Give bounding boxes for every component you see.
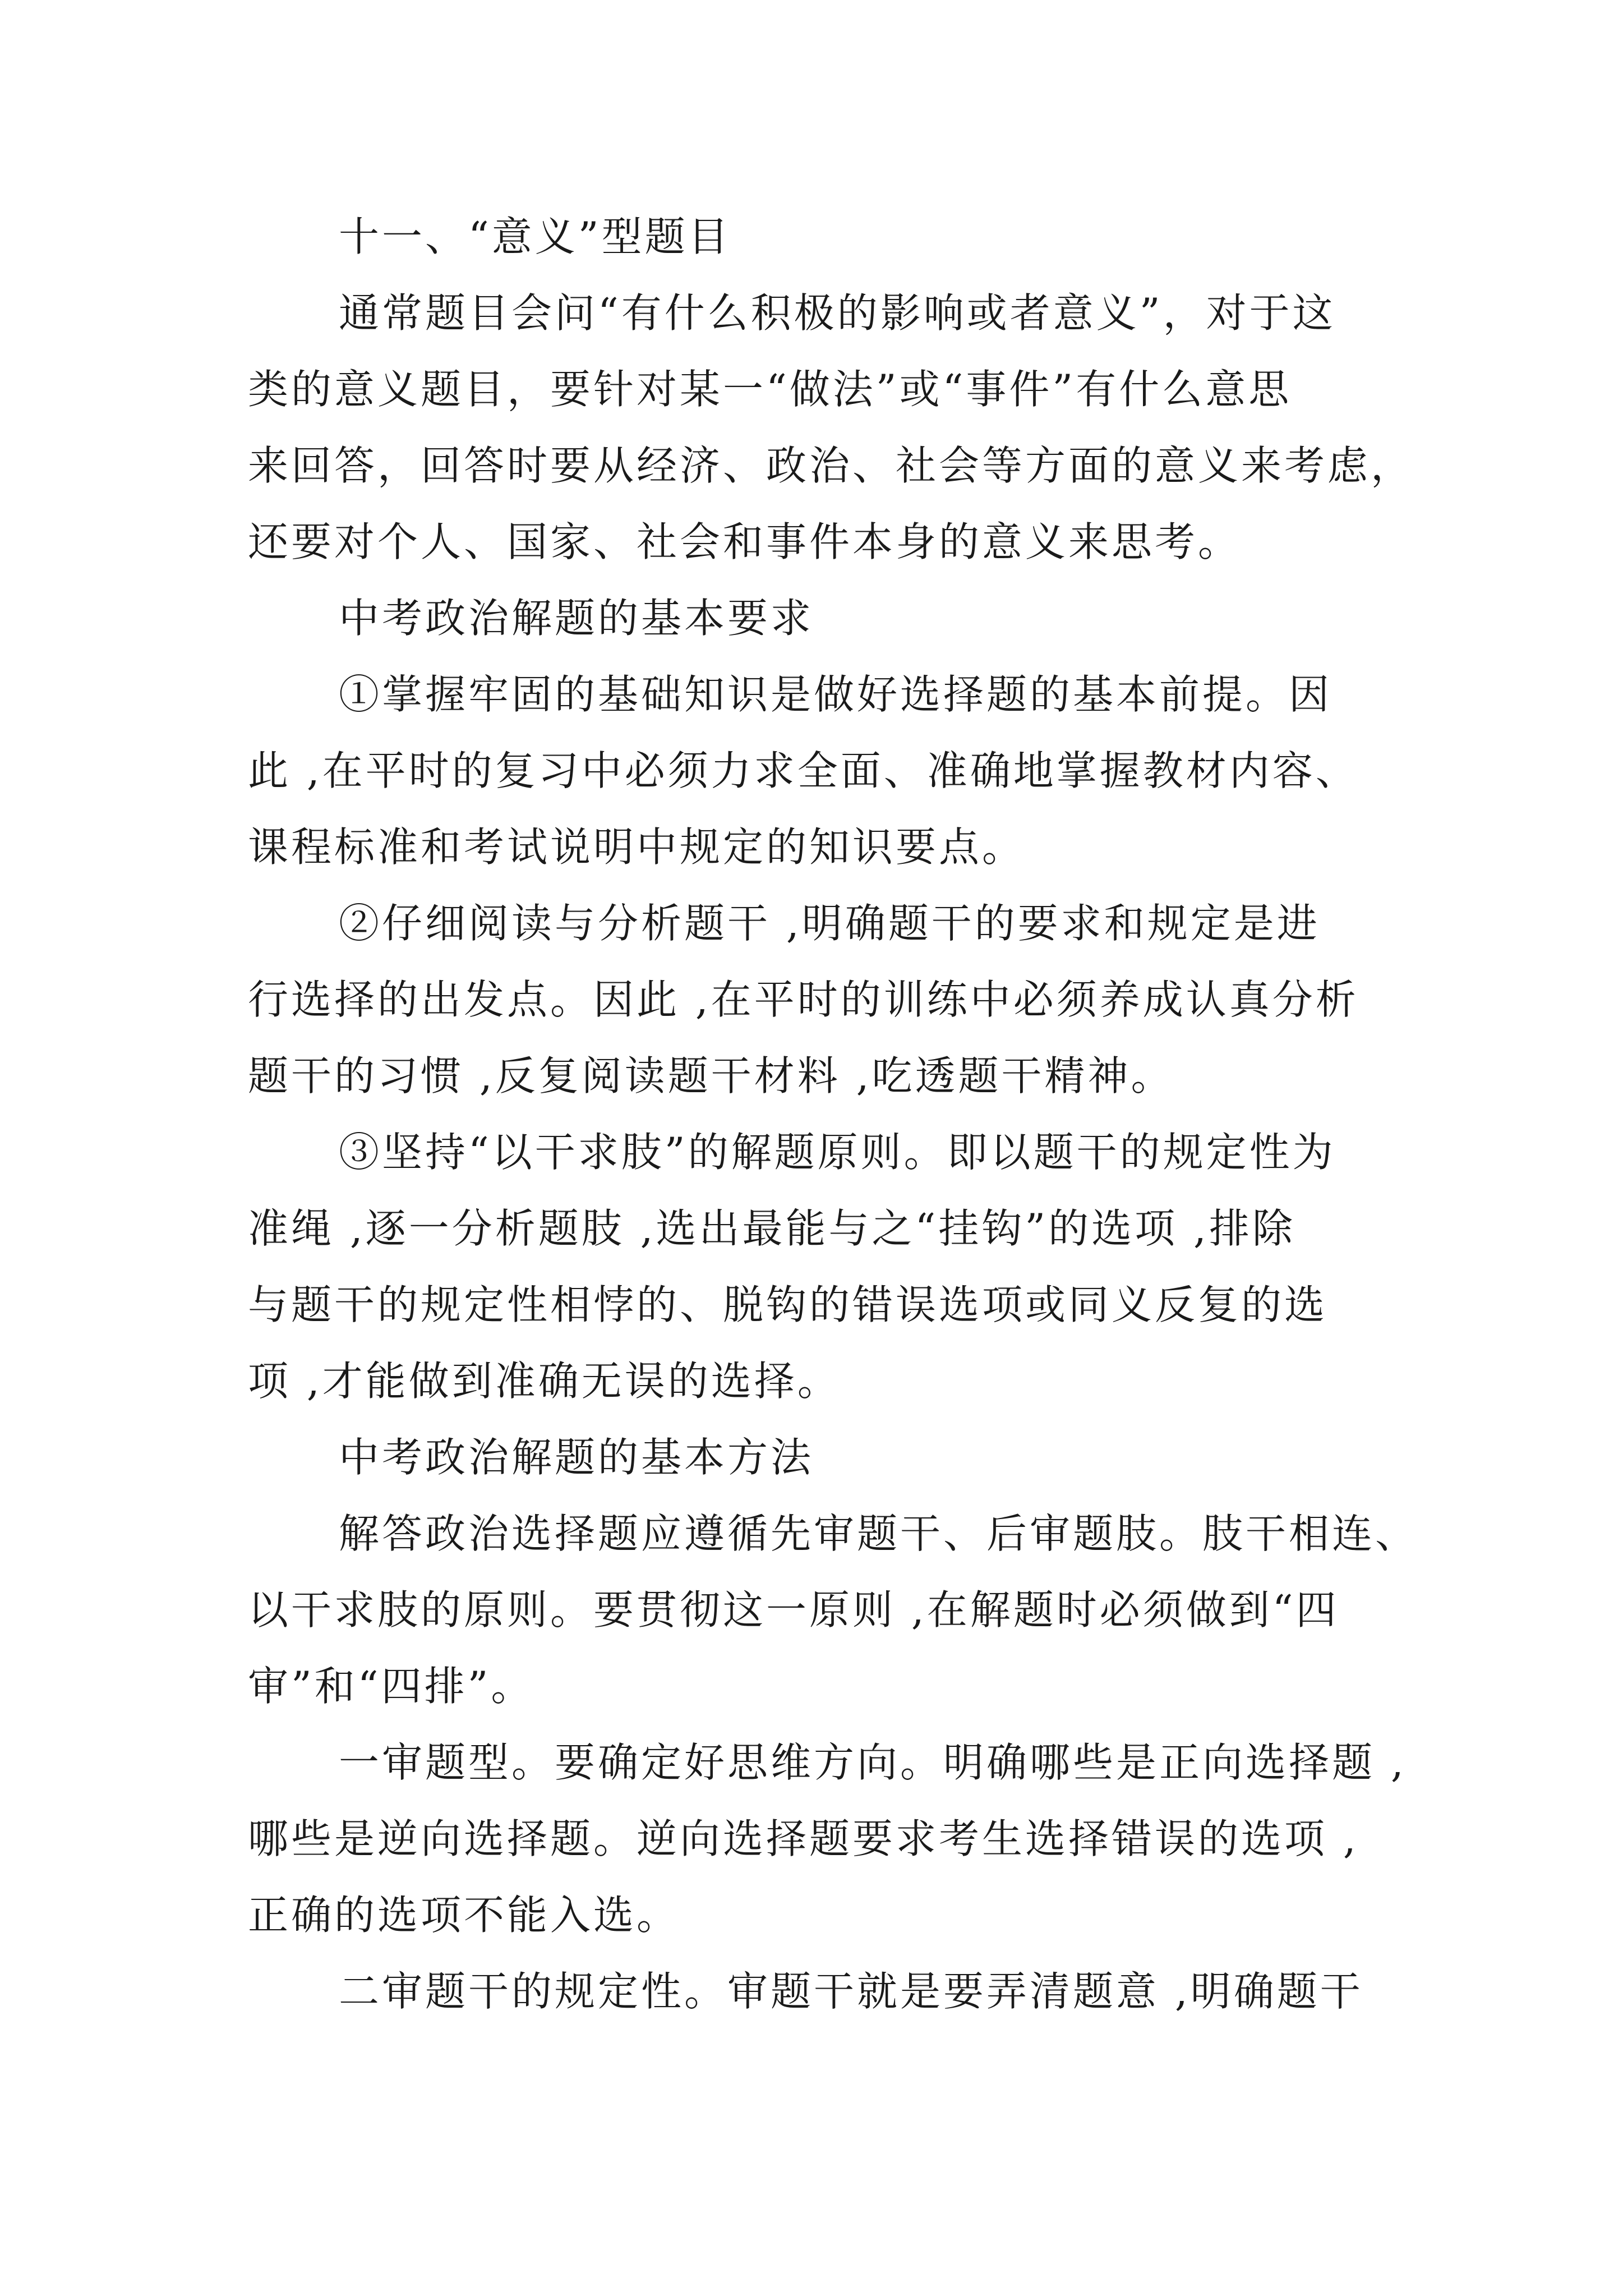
- section-heading: 中考政治解题的基本方法: [339, 1434, 814, 1481]
- paragraph-line: 与题干的规定性相悖的、脱钩的错误选项或同义反复的选: [248, 1281, 1328, 1328]
- paragraph-line: 审”和“四排”。: [248, 1663, 534, 1710]
- paragraph-line: 行选择的出发点。因此 ,在平时的训练中必须养成认真分析: [248, 976, 1359, 1023]
- paragraph-line: 题干的习惯 ,反复阅读题干材料 ,吃透题干精神。: [248, 1052, 1174, 1099]
- paragraph-line: ②仔细阅读与分析题干 ,明确题干的要求和规定是进: [339, 900, 1320, 947]
- paragraph-line: ③坚持“以干求肢”的解题原则。即以题干的规定性为: [339, 1129, 1336, 1176]
- paragraph-line: 正确的选项不能入选。: [248, 1892, 680, 1939]
- paragraph-line: 哪些是逆向选择题。逆向选择题要求考生选择错误的选项 ,: [248, 1815, 1359, 1862]
- paragraph-line: 以干求肢的原则。要贯彻这一原则 ,在解题时必须做到“四: [248, 1586, 1339, 1634]
- paragraph-line: 解答政治选择题应遵循先审题干、后审题肢。肢干相连、: [339, 1510, 1419, 1557]
- paragraph-line: 还要对个人、国家、社会和事件本身的意义来思考。: [248, 518, 1242, 565]
- paragraph-line: 一审题型。要确定好思维方向。明确哪些是正向选择题 ,: [339, 1739, 1407, 1786]
- paragraph-line: 二审题干的规定性。审题干就是要弄清题意 ,明确题干: [339, 1968, 1363, 2015]
- paragraph-line: ①掌握牢固的基础知识是做好选择题的基本前提。因: [339, 671, 1332, 718]
- paragraph-line: 通常题目会问“有什么积极的影响或者意义”，对于这: [339, 289, 1336, 337]
- paragraph-line: 类的意义题目，要针对某一“做法”或“事件”有什么意思: [248, 366, 1292, 413]
- paragraph-line: 准绳 ,逐一分析题肢 ,选出最能与之“挂钩”的选项 ,排除: [248, 1205, 1295, 1252]
- paragraph-line: 项 ,才能做到准确无误的选择。: [248, 1358, 841, 1405]
- section-heading: 中考政治解题的基本要求: [339, 595, 814, 642]
- paragraph-line: 来回答，回答时要从经济、政治、社会等方面的意义来考虑，: [248, 442, 1414, 489]
- section-heading: 十一、“意义”型题目: [339, 213, 731, 260]
- paragraph-line: 课程标准和考试说明中规定的知识要点。: [248, 823, 1026, 871]
- paragraph-line: 此 ,在平时的复习中必须力求全面、准确地掌握教材内容、: [248, 747, 1359, 794]
